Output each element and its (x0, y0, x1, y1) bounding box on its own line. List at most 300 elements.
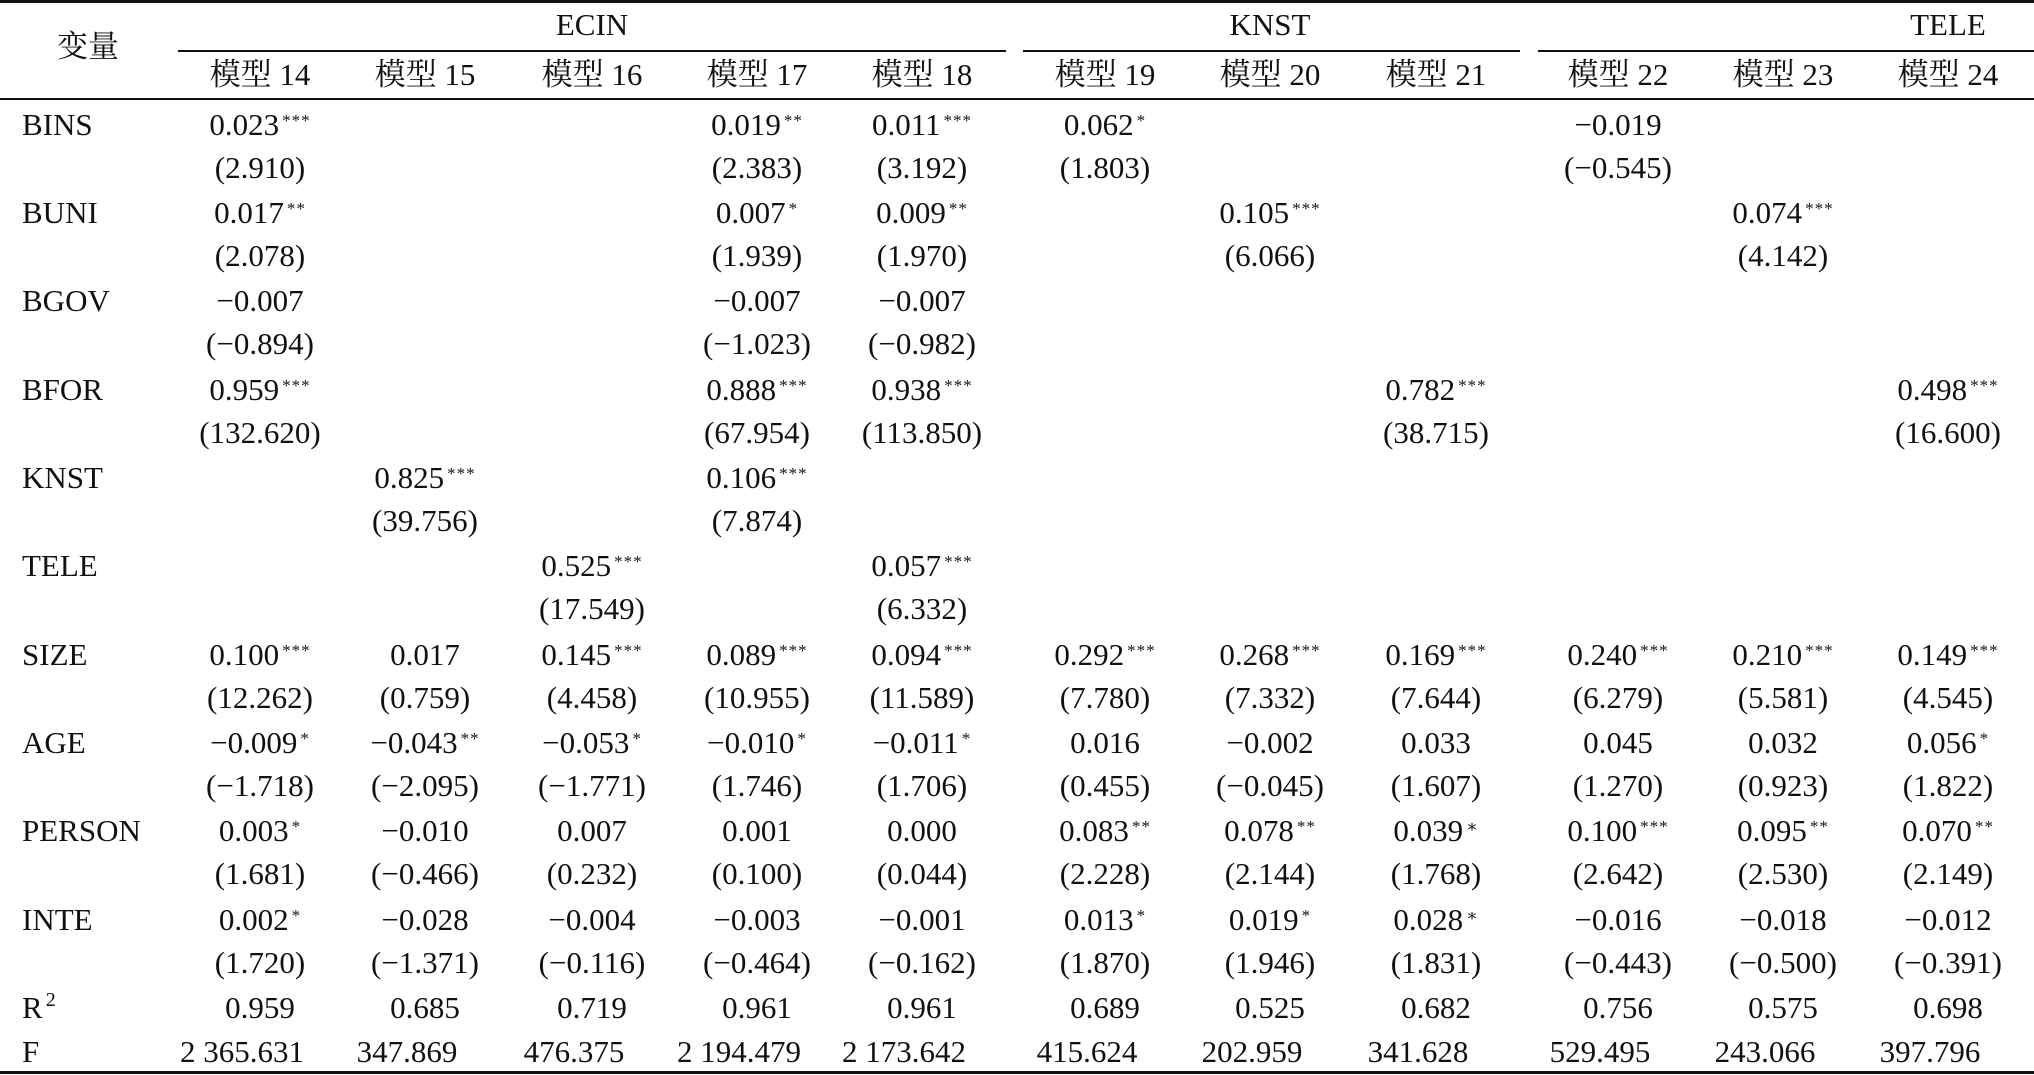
t-statistic-cell: (1.939) (711, 238, 803, 273)
coefficient-value: 0.782 (1385, 372, 1456, 407)
t-statistic-cell: (2.642) (1572, 856, 1664, 891)
significance-stars: * (632, 729, 642, 748)
stat-value-cell: 202.959 (1201, 1034, 1303, 1069)
significance-stars: * (788, 199, 799, 218)
bottom-rule (0, 1071, 2034, 1074)
significance-stars: * (797, 729, 807, 748)
coefficient-value: 0.062 (1063, 107, 1134, 142)
stat-value-cell: 0.682 (1401, 990, 1471, 1025)
coefficient-cell (548, 903, 635, 937)
coefficient-value: −0.018 (1739, 902, 1827, 937)
coefficient-value: 0.023 (209, 107, 280, 142)
t-statistic-cell: (3.192) (876, 150, 968, 185)
coefficient-cell (1219, 638, 1320, 672)
coefficient-value: −0.003 (713, 902, 801, 937)
row-label-knst: KNST (22, 460, 103, 495)
t-statistic-cell: (−0.894) (206, 326, 314, 361)
significance-stars: * (1136, 906, 1147, 925)
t-statistic-cell: (132.620) (199, 415, 321, 450)
coefficient-cell (209, 638, 310, 672)
t-statistic-cell: (11.589) (869, 680, 975, 715)
coefficient-value: 0.083 (1059, 813, 1129, 848)
t-statistic-cell: (2.910) (214, 150, 306, 185)
coefficient-cell (381, 903, 468, 937)
significance-stars: ** (286, 199, 306, 218)
coefficient-value: 0.292 (1054, 637, 1125, 672)
coefficient-cell (887, 814, 957, 848)
coefficient-value: 0.100 (209, 637, 280, 672)
coefficient-cell (1732, 196, 1833, 230)
coefficient-cell (1385, 373, 1486, 407)
significance-stars: *** (1292, 641, 1321, 660)
coefficient-cell (876, 196, 968, 230)
significance-stars: *** (614, 552, 643, 571)
coefficient-cell (214, 196, 306, 230)
coefficient-value: 0.094 (871, 637, 942, 672)
t-statistic-cell: (1.720) (214, 945, 306, 980)
t-statistic-cell: (1.803) (1059, 150, 1151, 185)
t-statistic-cell: (0.455) (1059, 768, 1151, 803)
coefficient-cell (722, 814, 792, 848)
t-statistic-cell: (67.954) (704, 415, 810, 450)
coefficient-cell (871, 373, 972, 407)
coefficient-value: 0.149 (1897, 637, 1968, 672)
t-statistic-cell: (2.530) (1737, 856, 1829, 891)
significance-stars: *** (614, 641, 643, 660)
coefficient-cell (209, 373, 310, 407)
coefficient-value: 0.019 (1228, 902, 1299, 937)
coefficient-value: −0.010 (381, 813, 469, 848)
t-statistic-cell: (0.100) (711, 856, 803, 891)
significance-stars: ** (783, 111, 803, 130)
coefficient-value: −0.009 (210, 725, 298, 760)
coefficient-cell (706, 638, 807, 672)
significance-stars: *** (1458, 376, 1487, 395)
coefficient-value: −0.010 (707, 725, 795, 760)
stat-value-cell: 0.959 (225, 990, 295, 1025)
model-header: 模型 20 (1219, 57, 1321, 92)
coefficient-cell (390, 638, 460, 672)
t-statistic-cell: (1.706) (876, 768, 968, 803)
significance-stars: * (1979, 729, 1990, 748)
coefficient-value: 0.028 (1393, 902, 1464, 937)
stat-value-cell: 0.961 (722, 990, 792, 1025)
coefficient-cell (541, 549, 642, 583)
coefficient-cell (713, 903, 800, 937)
coefficient-value: −0.053 (542, 725, 630, 760)
t-statistic-cell: (−0.391) (1894, 945, 2002, 980)
coefficient-cell (1064, 108, 1146, 142)
t-statistic-cell: (2.078) (214, 238, 306, 273)
knst-group-rule (1023, 50, 1520, 52)
significance-stars: *** (282, 641, 311, 660)
coefficient-value: −0.019 (1574, 107, 1662, 142)
significance-stars: ** (948, 199, 968, 218)
coefficient-cell (1385, 638, 1486, 672)
stat-label-text: F (22, 1034, 40, 1069)
coefficient-value: 0.007 (557, 813, 627, 848)
significance-stars: *** (943, 111, 973, 130)
stat-value-cell: 0.575 (1748, 990, 1818, 1025)
stat-label-superscript: 2 (45, 989, 57, 1011)
stat-value-cell: 0.689 (1070, 990, 1140, 1025)
coefficient-value: −0.007 (713, 283, 801, 318)
coefficient-cell (1907, 726, 1989, 760)
coefficient-value: 0.268 (1219, 637, 1290, 672)
coefficient-value: 0.100 (1567, 813, 1638, 848)
stat-value-cell: 0.719 (557, 990, 627, 1025)
significance-stars: * (961, 729, 972, 748)
coefficient-cell (1897, 373, 1998, 407)
coefficient-value: 0.070 (1902, 813, 1972, 848)
stat-value-cell: 0.961 (887, 990, 957, 1025)
stat-value-cell: 0.525 (1235, 990, 1305, 1025)
coefficient-cell (1393, 903, 1478, 937)
row-label-tele: TELE (22, 548, 98, 583)
t-statistic-cell: (−1.718) (206, 768, 314, 803)
coefficient-value: 0.002 (218, 902, 289, 937)
stat-label (22, 991, 57, 1025)
coefficient-value: 0.959 (209, 372, 280, 407)
coefficient-cell (1583, 726, 1653, 760)
significance-stars: *** (1640, 641, 1669, 660)
significance-stars: *** (1970, 641, 1999, 660)
row-label-inte: INTE (22, 902, 93, 937)
t-statistic-cell: (−0.466) (371, 856, 479, 891)
coefficient-value: −0.028 (381, 902, 469, 937)
significance-stars: *** (282, 111, 311, 130)
t-statistic-cell: (−0.500) (1729, 945, 1837, 980)
t-statistic-cell: (−0.545) (1564, 150, 1672, 185)
coefficient-cell (1574, 903, 1661, 937)
coefficient-value: −0.011 (872, 725, 959, 760)
coefficient-value: 0.033 (1401, 725, 1471, 760)
coefficient-cell (707, 726, 807, 760)
coefficient-cell (1224, 814, 1316, 848)
t-statistic-cell: (16.600) (1895, 415, 2001, 450)
coefficient-value: −0.004 (548, 902, 636, 937)
t-statistic-cell: (0.923) (1737, 768, 1829, 803)
coefficient-value: 0.009 (876, 195, 946, 230)
t-statistic-cell: (4.545) (1902, 680, 1994, 715)
coefficient-value: −0.002 (1226, 725, 1314, 760)
coefficient-value: 0.089 (706, 637, 777, 672)
ecin-group-rule (178, 50, 1006, 52)
t-statistic-cell: (6.066) (1224, 238, 1316, 273)
significance-stars: *** (1127, 641, 1156, 660)
coefficient-cell (1574, 108, 1661, 142)
model-header: 模型 21 (1385, 57, 1487, 92)
header-bottom-rule (0, 98, 2034, 100)
t-statistic-cell: (−0.116) (538, 945, 646, 980)
coefficient-cell (1226, 726, 1313, 760)
row-label-bfor: BFOR (22, 372, 103, 407)
coefficient-cell (1059, 814, 1151, 848)
significance-stars: * (300, 729, 310, 748)
coefficient-value: 0.007 (715, 195, 786, 230)
coefficient-value: 0.001 (722, 813, 792, 848)
significance-stars: *** (1805, 199, 1834, 218)
model-header: 模型 24 (1897, 57, 1999, 92)
t-statistic-cell: (−0.162) (868, 945, 976, 980)
coefficient-cell (381, 814, 468, 848)
coefficient-cell (1897, 638, 1998, 672)
significance-stars: ** (1974, 817, 1994, 836)
t-statistic-cell: (−0.045) (1216, 768, 1324, 803)
coefficient-value: 0.017 (214, 195, 284, 230)
row-label-person: PERSON (22, 813, 141, 848)
variable-header: 变量 (57, 29, 119, 64)
significance-stars: *** (779, 641, 808, 660)
stat-value-cell: 347.869 (356, 1034, 458, 1069)
top-rule (0, 0, 2034, 3)
significance-stars: * (291, 817, 302, 836)
coefficient-cell (1054, 638, 1155, 672)
stat-label (22, 1035, 39, 1069)
coefficient-cell (1902, 814, 1994, 848)
coefficient-value: −0.007 (216, 283, 304, 318)
coefficient-cell (542, 726, 642, 760)
model-header: 模型 22 (1567, 57, 1669, 92)
t-statistic-cell: (39.756) (372, 503, 478, 538)
coefficient-cell (871, 638, 972, 672)
coefficient-value: 0.498 (1897, 372, 1968, 407)
coefficient-value: −0.043 (370, 725, 458, 760)
coefficient-cell (706, 461, 807, 495)
stat-value-cell: 2 365.631 (180, 1034, 304, 1069)
coefficient-cell (1229, 903, 1311, 937)
coefficient-value: 0.045 (1583, 725, 1653, 760)
significance-stars: *** (779, 376, 808, 395)
t-statistic-cell: (2.228) (1059, 856, 1151, 891)
t-statistic-cell: (2.144) (1224, 856, 1316, 891)
group-header-tele: TELE (1910, 7, 1986, 42)
significance-stars: *** (944, 641, 973, 660)
significance-stars: * (1136, 111, 1147, 130)
coefficient-cell (1401, 726, 1471, 760)
t-statistic-cell: (0.759) (379, 680, 471, 715)
significance-stars: *** (447, 464, 476, 483)
significance-stars: *** (1458, 641, 1487, 660)
coefficient-cell (1070, 726, 1140, 760)
significance-stars: ** (460, 729, 480, 748)
coefficient-cell (1737, 814, 1829, 848)
coefficient-cell (1064, 903, 1146, 937)
model-header: 模型 16 (541, 57, 643, 92)
t-statistic-cell: (−0.464) (703, 945, 811, 980)
coefficient-cell (1748, 726, 1818, 760)
t-statistic-cell: (1.270) (1572, 768, 1664, 803)
t-statistic-cell: (38.715) (1383, 415, 1489, 450)
coefficient-cell (878, 284, 965, 318)
stat-value-cell: 2 173.642 (842, 1034, 966, 1069)
t-statistic-cell: (1.970) (876, 238, 968, 273)
coefficient-cell (374, 461, 475, 495)
coefficient-cell (216, 284, 303, 318)
coefficient-cell (219, 903, 301, 937)
model-header: 模型 18 (871, 57, 973, 92)
t-statistic-cell: (5.581) (1737, 680, 1829, 715)
coefficient-value: −0.007 (878, 283, 966, 318)
significance-stars: ∗ (1466, 817, 1479, 836)
coefficient-cell (878, 903, 965, 937)
t-statistic-cell: (1.607) (1390, 768, 1482, 803)
model-header: 模型 15 (374, 57, 476, 92)
t-statistic-cell: (7.874) (711, 503, 803, 538)
coefficient-value: 0.078 (1224, 813, 1294, 848)
t-statistic-cell: (12.262) (207, 680, 313, 715)
coefficient-cell (541, 638, 642, 672)
stat-value-cell: 243.066 (1714, 1034, 1816, 1069)
row-label-bins: BINS (22, 107, 93, 142)
significance-stars: *** (1640, 817, 1669, 836)
coefficient-cell (219, 814, 301, 848)
stat-value-cell: 529.495 (1549, 1034, 1651, 1069)
t-statistic-cell: (1.746) (711, 768, 803, 803)
t-statistic-cell: (1.768) (1390, 856, 1482, 891)
coefficient-cell (209, 108, 310, 142)
t-statistic-cell: (2.383) (711, 150, 803, 185)
t-statistic-cell: (6.332) (876, 591, 968, 626)
t-statistic-cell: (−1.771) (538, 768, 646, 803)
t-statistic-cell: (−1.023) (703, 326, 811, 361)
coefficient-cell (370, 726, 479, 760)
coefficient-value: 0.145 (541, 637, 612, 672)
t-statistic-cell: (7.780) (1059, 680, 1151, 715)
coefficient-value: 0.888 (706, 372, 777, 407)
t-statistic-cell: (1.681) (214, 856, 306, 891)
stat-value-cell: 397.796 (1879, 1034, 1981, 1069)
significance-stars: *** (282, 376, 311, 395)
stat-label-text: R (22, 990, 43, 1025)
t-statistic-cell: (10.955) (704, 680, 810, 715)
model-header: 模型 17 (706, 57, 808, 92)
model-header: 模型 19 (1054, 57, 1156, 92)
group-header-ecin: ECIN (555, 7, 629, 42)
t-statistic-cell: (−0.982) (868, 326, 976, 361)
stat-value-cell: 0.698 (1913, 990, 1983, 1025)
coefficient-value: −0.016 (1574, 902, 1662, 937)
coefficient-value: 0.525 (541, 548, 612, 583)
significance-stars: ∗ (1466, 906, 1479, 925)
coefficient-cell (210, 726, 310, 760)
t-statistic-cell: (4.142) (1737, 238, 1829, 273)
t-statistic-cell: (−2.095) (371, 768, 479, 803)
coefficient-value: 0.013 (1063, 902, 1134, 937)
coefficient-value: 0.016 (1070, 725, 1140, 760)
t-statistic-cell: (−1.371) (371, 945, 479, 980)
significance-stars: *** (1292, 199, 1321, 218)
group-header-knst: KNST (1229, 7, 1311, 42)
coefficient-value: 0.105 (1219, 195, 1290, 230)
t-statistic-cell: (−0.443) (1564, 945, 1672, 980)
stat-value-cell: 0.685 (390, 990, 460, 1025)
coefficient-cell (713, 284, 800, 318)
model-header: 模型 23 (1732, 57, 1834, 92)
coefficient-value: 0.039 (1393, 813, 1464, 848)
coefficient-cell (1904, 903, 1991, 937)
coefficient-value: 0.095 (1737, 813, 1807, 848)
t-statistic-cell: (1.870) (1059, 945, 1151, 980)
coefficient-value: 0.074 (1732, 195, 1803, 230)
coefficient-cell (1732, 638, 1833, 672)
coefficient-cell (1739, 903, 1826, 937)
significance-stars: ** (1131, 817, 1151, 836)
t-statistic-cell: (1.946) (1224, 945, 1316, 980)
significance-stars: * (291, 906, 302, 925)
coefficient-value: 0.938 (871, 372, 942, 407)
coefficient-cell (1567, 814, 1668, 848)
coefficient-cell (557, 814, 627, 848)
coefficient-value: 0.003 (218, 813, 289, 848)
coefficient-cell (1567, 638, 1668, 672)
coefficient-value: 0.210 (1732, 637, 1803, 672)
coefficient-cell (1393, 814, 1478, 848)
tele-group-rule (1538, 50, 2034, 52)
stat-value-cell: 415.624 (1036, 1034, 1138, 1069)
stat-value-cell: 476.375 (523, 1034, 625, 1069)
coefficient-cell (871, 549, 972, 583)
coefficient-value: 0.032 (1748, 725, 1818, 760)
stat-value-cell: 0.756 (1583, 990, 1653, 1025)
coefficient-value: −0.012 (1904, 902, 1992, 937)
significance-stars: * (1301, 906, 1312, 925)
coefficient-value: −0.001 (878, 902, 966, 937)
coefficient-cell (872, 108, 972, 142)
coefficient-value: 0.106 (706, 460, 777, 495)
coefficient-value: 0.017 (390, 637, 460, 672)
model-header: 模型 14 (209, 57, 311, 92)
t-statistic-cell: (0.044) (876, 856, 968, 891)
coefficient-value: 0.825 (374, 460, 445, 495)
coefficient-cell (1219, 196, 1320, 230)
t-statistic-cell: (113.850) (861, 415, 983, 450)
t-statistic-cell: (7.332) (1224, 680, 1316, 715)
t-statistic-cell: (1.831) (1390, 945, 1482, 980)
t-statistic-cell: (4.458) (546, 680, 638, 715)
coefficient-value: 0.169 (1385, 637, 1456, 672)
significance-stars: *** (944, 552, 973, 571)
significance-stars: *** (944, 376, 973, 395)
significance-stars: *** (779, 464, 808, 483)
coefficient-cell (706, 373, 807, 407)
coefficient-cell (873, 726, 972, 760)
significance-stars: ** (1296, 817, 1316, 836)
t-statistic-cell: (17.549) (539, 591, 645, 626)
coefficient-value: 0.011 (871, 107, 941, 142)
significance-stars: *** (1805, 641, 1834, 660)
row-label-size: SIZE (22, 637, 88, 672)
stat-value-cell: 2 194.479 (677, 1034, 801, 1069)
significance-stars: ** (1809, 817, 1829, 836)
coefficient-cell (711, 108, 803, 142)
t-statistic-cell: (2.149) (1902, 856, 1994, 891)
t-statistic-cell: (6.279) (1572, 680, 1664, 715)
coefficient-value: 0.000 (887, 813, 957, 848)
row-label-age: AGE (22, 725, 86, 760)
coefficient-value: 0.240 (1567, 637, 1638, 672)
t-statistic-cell: (0.232) (546, 856, 638, 891)
row-label-bgov: BGOV (22, 283, 110, 318)
coefficient-value: 0.019 (711, 107, 781, 142)
significance-stars: *** (1970, 376, 1999, 395)
coefficient-value: 0.057 (871, 548, 942, 583)
coefficient-value: 0.056 (1906, 725, 1977, 760)
stat-value-cell: 341.628 (1367, 1034, 1469, 1069)
row-label-buni: BUNI (22, 195, 98, 230)
coefficient-cell (716, 196, 798, 230)
t-statistic-cell: (7.644) (1390, 680, 1482, 715)
